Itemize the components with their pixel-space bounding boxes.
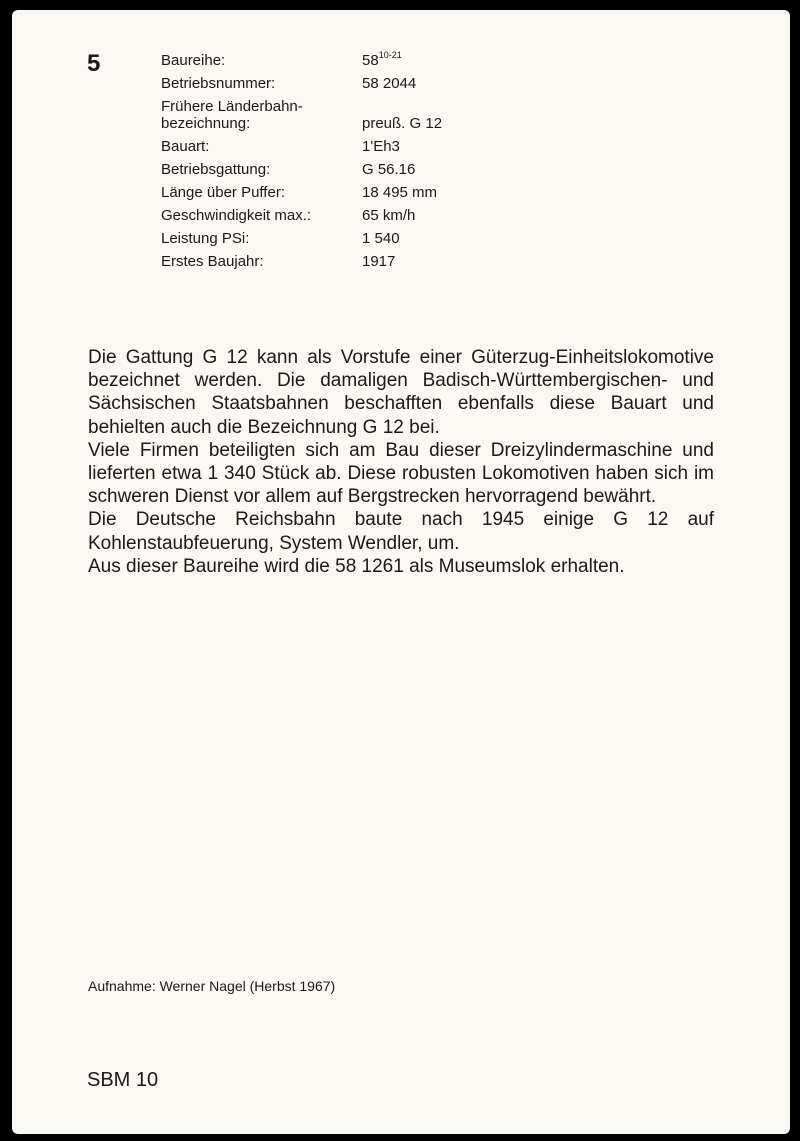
spec-label: Länge über Puffer:: [161, 184, 285, 201]
spec-label-line: bezeichnung:: [161, 115, 251, 132]
description-paragraph: Viele Firmen beteiligten sich am Bau dieser Dreizylindermaschine und lieferten etwa 1 340 Stück ab. Diese robusten Lokomotiven haben sich im schweren Dienst vor allem auf Bergstrecken hervorragend bewährt.: [88, 439, 714, 508]
description-paragraph: Die Gattung G 12 kann als Vorstufe einer Güterzug-Einheitslokomotive bezeichnet werden. Die damaligen Badisch-Württembergischen- und Sächsischen Staatsbahnen beschafften ebenfalls diese Bauart und behielten auch die Bezeichnung G 12 bei.: [88, 347, 714, 438]
spec-row: [161, 95, 581, 135]
spec-row: [161, 181, 581, 204]
spec-label: Baureihe:: [161, 52, 226, 69]
spec-row: [161, 158, 581, 181]
spec-row: [161, 49, 581, 72]
spec-value-main: 58: [362, 52, 379, 69]
spec-label: Leistung PSi:: [161, 230, 250, 247]
spec-value-superscript: 10-21: [378, 50, 402, 60]
postcard-back: [12, 10, 790, 1134]
spec-value: 58 2044: [362, 75, 417, 92]
description-text: [88, 346, 714, 578]
description-paragraph: Die Deutsche Reichsbahn baute nach 1945 einige G 12 auf Kohlenstaubfeuerung, System Wendler, um.: [88, 509, 714, 554]
spec-row: [161, 227, 581, 250]
spec-value: 1917: [362, 253, 396, 270]
series-code: SBM 10: [87, 1069, 159, 1091]
spec-label: Betriebsgattung:: [161, 161, 271, 178]
spec-value: 18 495 mm: [362, 184, 438, 201]
spec-row: [161, 135, 581, 158]
spec-row: [161, 250, 581, 273]
spec-value: 65 km/h: [362, 207, 416, 224]
spec-table: [161, 49, 581, 273]
spec-label-line: Frühere Länderbahn-: [161, 98, 303, 115]
spec-label: Bauart:: [161, 138, 210, 155]
spec-label: Betriebsnummer:: [161, 75, 276, 92]
spec-value: G 56.16: [362, 161, 416, 178]
spec-label: Erstes Baujahr:: [161, 253, 264, 270]
spec-value: [362, 49, 402, 72]
spec-label: [161, 95, 362, 135]
card-number: 5: [87, 50, 101, 77]
spec-value: preuß. G 12: [362, 115, 443, 132]
spec-value: 1 540: [362, 230, 400, 247]
spec-row: [161, 204, 581, 227]
spec-value: 1'Eh3: [362, 138, 400, 155]
description-paragraph: Aus dieser Baureihe wird die 58 1261 als Museumslok erhalten.: [88, 555, 625, 577]
spec-label: Geschwindigkeit max.:: [161, 207, 312, 224]
spec-row: [161, 72, 581, 95]
photo-credit: Aufnahme: Werner Nagel (Herbst 1967): [88, 978, 336, 994]
